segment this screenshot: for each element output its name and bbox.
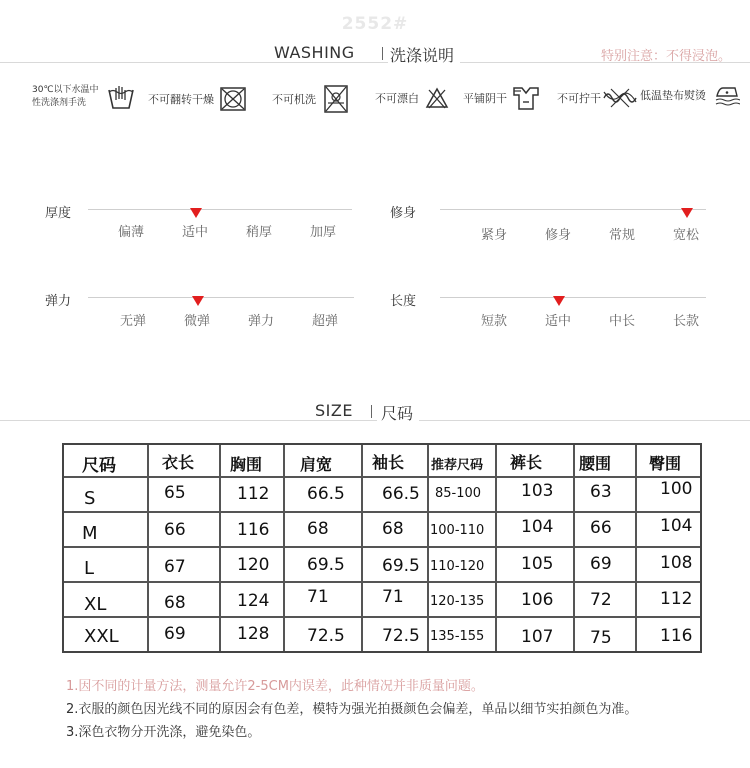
no-wring-icon — [603, 88, 637, 108]
low-iron-cloth-icon — [714, 83, 740, 109]
table-header-cell: 衣长 — [162, 453, 195, 472]
care-label-line1: 30℃以下水温中 — [32, 85, 99, 95]
size-divider-line — [0, 420, 750, 421]
property-scale-line — [440, 209, 706, 210]
table-cell-size: S — [84, 488, 96, 509]
table-row-divider — [64, 511, 700, 513]
property-option: 适中 — [545, 314, 572, 329]
property-option: 中长 — [609, 314, 636, 329]
table-cell: 103 — [521, 481, 554, 501]
property-option: 超弹 — [312, 314, 339, 329]
care-item-dry-flat-shade — [463, 85, 541, 111]
property-selected-marker — [192, 296, 204, 306]
table-cell: 72.5 — [307, 626, 345, 646]
property-name: 厚度 — [45, 206, 72, 221]
table-header-cell: 尺码 — [82, 456, 116, 476]
no-bleach-icon — [425, 87, 449, 109]
table-col-divider — [361, 445, 363, 651]
washing-subtitle: 洗涤说明 — [388, 43, 460, 66]
table-cell: 66 — [590, 518, 612, 538]
table-header-cell: 肩宽 — [300, 455, 333, 474]
table-cell: 135-155 — [430, 629, 485, 644]
table-cell: 68 — [307, 519, 329, 539]
property-name: 修身 — [390, 206, 417, 221]
table-header-cell: 推荐尺码 — [431, 458, 484, 473]
table-cell: 108 — [660, 553, 693, 573]
property-option: 微弹 — [184, 314, 211, 329]
property-name: 长度 — [390, 294, 417, 309]
table-col-divider — [283, 445, 285, 651]
table-cell-size: XXL — [84, 626, 119, 647]
care-label: 不可拧干 — [557, 92, 601, 105]
property-scale-line — [440, 297, 706, 298]
table-cell: 66.5 — [382, 484, 420, 504]
table-cell: 106 — [521, 590, 554, 610]
property-option: 弹力 — [248, 314, 275, 329]
property-option: 紧身 — [481, 228, 508, 243]
no-machine-wash-icon — [324, 85, 348, 113]
table-cell: 69 — [164, 624, 186, 644]
table-cell: 69.5 — [307, 555, 345, 575]
table-cell: 69.5 — [382, 556, 420, 576]
no-tumble-dry-icon — [220, 87, 246, 111]
table-col-divider — [219, 445, 221, 651]
product-code: 2552# — [341, 14, 409, 34]
care-item-no-tumble-dry — [148, 87, 246, 111]
table-cell: 110-120 — [430, 559, 485, 574]
washing-title-separator — [382, 47, 383, 60]
table-cell: 107 — [521, 627, 554, 647]
property-option: 常规 — [609, 228, 636, 243]
property-option: 短款 — [481, 314, 508, 329]
care-label: 不可机洗 — [272, 93, 316, 106]
table-col-divider — [573, 445, 575, 651]
table-cell: 116 — [660, 626, 693, 646]
table-cell: 85-100 — [435, 486, 482, 501]
property-option: 加厚 — [310, 225, 337, 240]
size-table — [62, 443, 702, 653]
care-item-hand-wash — [32, 84, 135, 110]
table-row-divider — [64, 476, 700, 478]
table-cell: 72.5 — [382, 626, 420, 646]
note-washing: 3.深色衣物分开洗涤，避免染色。 — [66, 725, 261, 740]
table-cell: 112 — [660, 589, 693, 609]
care-label: 不可漂白 — [375, 92, 419, 105]
care-label-line2: 性洗涤剂手洗 — [32, 98, 87, 108]
table-cell: 67 — [164, 557, 186, 577]
size-title: SIZE — [309, 401, 359, 420]
table-header-cell: 袖长 — [372, 453, 405, 472]
table-cell: 66.5 — [307, 484, 345, 504]
table-col-divider — [495, 445, 497, 651]
table-header-cell: 裤长 — [510, 453, 543, 472]
table-cell: 100-110 — [430, 523, 485, 538]
table-cell: 68 — [164, 593, 186, 613]
table-header-cell: 腰围 — [579, 454, 612, 473]
table-row-divider — [64, 546, 700, 548]
table-cell: 100 — [660, 479, 693, 499]
table-cell: 128 — [237, 624, 270, 644]
note-measurement: 1.因不同的计量方法，测量允许2-5CM内误差，此种情况并非质量问题。 — [66, 679, 484, 694]
table-cell: 116 — [237, 520, 270, 540]
property-selected-marker — [553, 296, 565, 306]
size-subtitle: 尺码 — [377, 401, 419, 424]
table-cell: 69 — [590, 554, 612, 574]
dry-flat-shade-icon — [511, 85, 541, 111]
property-selected-marker — [190, 208, 202, 218]
property-name: 弹力 — [45, 294, 72, 309]
property-scale-line — [88, 209, 352, 210]
table-cell-size: XL — [84, 594, 107, 615]
size-title-separator — [371, 405, 372, 418]
care-label: 低温垫布熨烫 — [640, 89, 706, 102]
table-cell: 63 — [590, 482, 612, 502]
property-selected-marker — [681, 208, 693, 218]
table-cell: 105 — [521, 554, 554, 574]
care-item-no-bleach — [375, 87, 449, 109]
table-cell: 124 — [237, 591, 270, 611]
table-cell: 65 — [164, 483, 186, 503]
table-cell: 75 — [590, 628, 612, 648]
table-header-cell: 臀围 — [649, 454, 682, 473]
property-option: 修身 — [545, 228, 572, 243]
property-option: 稍厚 — [246, 225, 273, 240]
table-cell: 68 — [382, 519, 404, 539]
care-item-no-machine-wash — [272, 85, 348, 113]
table-cell: 104 — [521, 517, 554, 537]
table-col-divider — [635, 445, 637, 651]
table-cell-size: M — [82, 523, 98, 544]
table-header-cell: 胸围 — [230, 455, 263, 474]
property-option: 宽松 — [673, 228, 700, 243]
property-option: 适中 — [182, 225, 209, 240]
property-option: 无弹 — [120, 314, 147, 329]
table-row-divider — [64, 616, 700, 618]
table-col-divider — [427, 445, 429, 651]
washing-title: WASHING — [268, 43, 361, 62]
table-row-divider — [64, 581, 700, 583]
property-scale-line — [88, 297, 354, 298]
care-item-low-iron — [640, 87, 706, 103]
washing-warning: 特别注意：不得浸泡。 — [601, 49, 732, 64]
table-cell: 104 — [660, 516, 693, 536]
table-cell: 71 — [307, 587, 329, 607]
table-cell: 71 — [382, 587, 404, 607]
care-label — [32, 84, 99, 110]
care-label: 不可翻转干燥 — [148, 93, 214, 106]
table-cell: 120-135 — [430, 594, 485, 609]
table-cell: 72 — [590, 590, 612, 610]
property-option: 偏薄 — [118, 225, 145, 240]
note-color: 2.衣服的颜色因光线不同的原因会有色差，模特为强光拍摄颜色会偏差，单品以细节实拍颜色为准。 — [66, 702, 638, 717]
table-col-divider — [147, 445, 149, 651]
hand-wash-icon — [107, 84, 135, 110]
table-cell-size: L — [84, 558, 95, 579]
table-cell: 112 — [237, 484, 270, 504]
property-option: 长款 — [673, 314, 700, 329]
care-item-no-wring — [557, 88, 637, 108]
care-label: 平铺阴干 — [463, 92, 507, 105]
table-cell: 66 — [164, 520, 186, 540]
table-cell: 120 — [237, 555, 270, 575]
